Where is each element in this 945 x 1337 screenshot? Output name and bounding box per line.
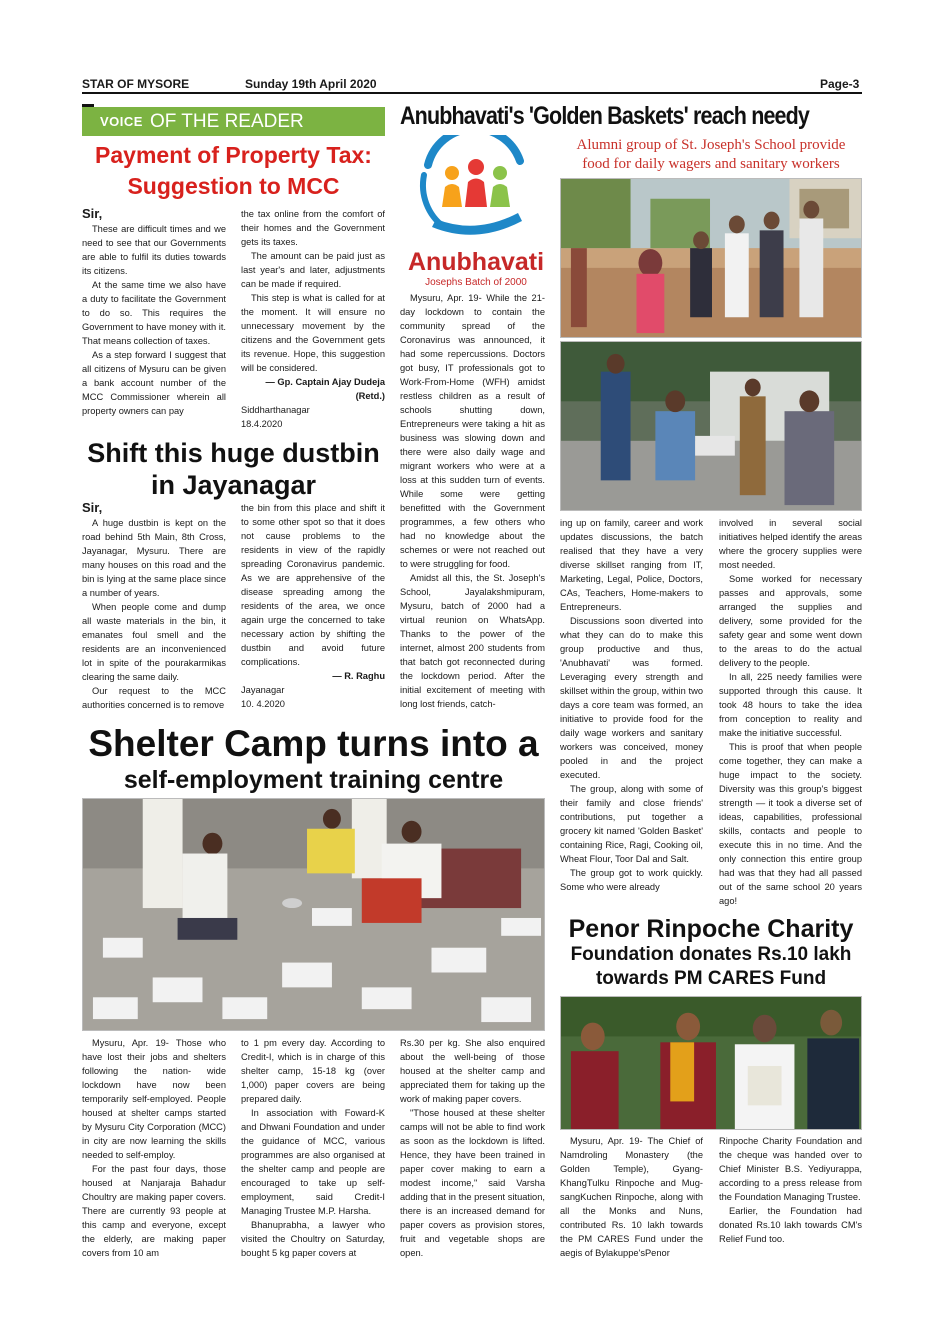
logo-name: Anubhavati (407, 248, 545, 276)
anubhavati-col1 (400, 291, 545, 711)
letter1-para: The amount can be paid just as last year's and later, adjustments can be made if required. (241, 251, 385, 289)
letter1-signature-rank: (Retd.) (355, 391, 385, 401)
letter1-para: This step is what is called for at the moment. It will ensure no unnecessary movement by the citizens and the Government gets its revenue. Hope, this suggestion will be considered. (241, 293, 385, 373)
letter1-col1 (82, 207, 226, 418)
letter2-headline (82, 437, 385, 501)
anubhavati-para: Amidst all this, the St. Joseph's School, Jayalakshmipuram, Mysuru, batch of 2000 had a virtual reunion on WhatsApp. Thanks to the power of the internet, almost 200 students from that batch got reconnected during the lockdown period. After the initial excitement of meeting with long lost friends, catch- (400, 573, 545, 709)
shelter-para: to 1 pm every day. According to Credit-I, which is in charge of this shelter camp, 15-18 kg (over 1,000) paper covers are being prepared daily. (241, 1038, 385, 1104)
logo-tagline: Josephs Batch of 2000 (425, 277, 527, 288)
letter1-col2 (241, 207, 385, 431)
masthead-rule (82, 92, 862, 94)
penor-col1 (560, 1134, 703, 1260)
anubhavati-subhead (560, 136, 862, 174)
penor-para: Rinpoche Charity Foundation and the cheque was handed over to Chief Minister B.S. Yediyurappa, according to a press release from the Foundation Managing Trustee. (719, 1136, 862, 1202)
shelter-para: In association with Foward-K and Dhwani Foundation and under the guidance of MCC, various programmes are also organised at the shelter camp and people are encouraged to take up self-employment, said Credit-I Managing Trustee M.P. Harsha. (241, 1108, 385, 1216)
banner-word-voice: VOICE (100, 114, 143, 129)
penor-headline: Penor Rinpoche Charity (568, 915, 854, 943)
shelter-subheadline: self-employment training centre (123, 766, 504, 794)
letter1-para: At the same time we also have a duty to facilitate the Government to do so. This requires the Government to have money with it. That means collection of taxes. (82, 280, 226, 346)
anubhavati-para: This is proof that when people come together, they can make a huge impact to the society. Diversity was this group's biggest strength — it took a diverse set of ideas, capabilities, professional skills, contacts and people to execute this in no time. And the only connection this entire group had was that they had all passed out of the same school 20 years ago! (719, 742, 862, 906)
anubhavati-photo-street (560, 178, 862, 338)
anubhavati-para: In all, 225 needy families were supported through this cause. It took 48 hours to take the idea from conception to reality and make the initiative successful. (719, 672, 862, 738)
anubhavati-para: Discussions soon diverted into what they can do to make this group productive and thus, 'Anubhavati' was formed. Leveraging every strength and skillset within the group, within two days a core team was formed, an initiative to provide food for the daily wage workers and sanitary workers was conceived, money pooled in and the project executed. (560, 616, 703, 780)
shelter-photo (82, 798, 545, 1031)
issue-date: Sunday 19th April 2020 (245, 77, 377, 91)
shelter-para: Mysuru, Apr. 19- Those who have lost their jobs and shelters following the nation- wide lockdown have now been temporarily self-employed. People housed at shelter camps started by Mysuru City Corporation (MCC) in city are now learning the skills needed to self-employ. (82, 1038, 226, 1160)
shelter-para: "Those housed at these shelter camps will not be able to find work as soon as the lockdown is lifted. Hence, they have been trained in paper cover making to earn a modest income," said Varsha adding that in the present situation, there is an increased demand for paper covers as provision stores, fruit and vegetable shops are open. (400, 1108, 545, 1258)
shelter-col2 (241, 1036, 385, 1260)
anubhavati-col3 (719, 516, 862, 908)
anubhavati-para: involved in several social initiatives helped identify the areas where the grocery supplies were most needed. (719, 518, 862, 570)
letter2-place: Jayanagar (241, 685, 285, 695)
penor-subheadline (560, 943, 862, 991)
letter1-headline (82, 140, 385, 202)
anubhavati-subhead-line2: food for daily wagers and sanitary workers (582, 156, 840, 172)
letter1-headline-line1: Payment of Property Tax: (95, 142, 372, 168)
shelter-para: Rs.30 per kg. She also enquired about the well-being of those housed at the shelter camp and appreciated them for taking up the work of making paper covers. (400, 1038, 545, 1104)
banner-word-of-the-reader: OF THE READER (149, 110, 304, 132)
letter1-date: 18.4.2020 (241, 419, 283, 429)
letter2-headline-line1: Shift this huge dustbin (87, 438, 380, 468)
voice-of-reader-banner (82, 107, 385, 136)
logo-people-icon (400, 135, 552, 243)
anubhavati-col2 (560, 516, 703, 894)
letter2-para: Our request to the MCC authorities concerned is to remove (82, 686, 226, 710)
letter1-para: the tax online from the comfort of their homes and the Government gets its taxes. (241, 209, 385, 247)
penor-para: Earlier, the Foundation had donated Rs.10 lakh towards CM's Relief Fund too. (719, 1206, 862, 1244)
anubhavati-para: Mysuru, Apr. 19- While the 21-day lockdown to contain the community spread of the Coronavirus was announced, it had some repercussions. Doctors got busy, IT professionals got to Work-From-Home (WFH) amidst restless children as a result of schools shutting down, Entrepreneurs were taking a hit as business was slowing down and there were also daily wage and migrant workers who were at a loss at this sudden turn of events. While some were getting benefitted with the Government programmes, a few others who had no knowledge about the schemes or were not reached out to were struggling for food. (400, 293, 545, 569)
anubhavati-para: The group got to work quickly. Some who were already (560, 868, 703, 892)
anubhavati-logo (400, 135, 552, 288)
letter1-para: As a step forward I suggest that all citizens of Mysuru can be given a bank account number of the MCC Commissioner wherein all property owners can pay (82, 350, 226, 416)
penor-photo (560, 996, 862, 1130)
letter2-salutation: Sir, (82, 500, 103, 515)
anubhavati-headline: Anubhavati's 'Golden Baskets' reach needy (400, 102, 810, 130)
anubhavati-para: The group, along with some of their family and close friends' contributions, put together a grocery kit named 'Golden Basket' containing Rice, Ragi, Cooking oil, Wheat Flour, Toor Dal and Salt. (560, 784, 703, 864)
letter1-signature: — Gp. Captain Ajay Dudeja (265, 377, 385, 387)
letter1-place: Siddharthanagar (241, 405, 310, 415)
page-number: Page-3 (820, 77, 860, 91)
letter1-para: These are difficult times and we need to see that our Governments are able to fulfil its duties towards its citizens. (82, 224, 226, 276)
anubhavati-para: Some worked for necessary passes and approvals, some arranged the supplies and delivery, some provided for the safety gear and some went down to the areas to do the actual delivery to the people. (719, 574, 862, 668)
anubhavati-subhead-line1: Alumni group of St. Joseph's School provide (576, 137, 846, 153)
shelter-para: Bhanuprabha, a lawyer who visited the Choultry on Saturday, bought 5 kg paper covers at (241, 1220, 385, 1258)
letter2-signature: — R. Raghu (332, 671, 385, 681)
penor-para: Mysuru, Apr. 19- The Chief of Namdroling Monastery (the Golden Temple), Gyang-KhangTulku Rinpoche and Mug-sangKuchen Rinpoche, along with all the Monks and Nuns, contributed Rs. 10 lakh towards the PM CARES Fund under the aegis of Bylakuppe'sPenor (560, 1136, 703, 1258)
letter2-headline-line2: in Jayanagar (150, 470, 317, 500)
letter2-para: the bin from this place and shift it to some other spot so that it does not cause problems to the residents in view of the rapidly spreading Coronavirus pandemic. As we are apprehensive of the disease spreading among the residents of the area, we once again urge the concerned to take necessary action by shifting the dustbin and avoid future complications. (241, 503, 385, 667)
shelter-col1 (82, 1036, 226, 1260)
penor-subheadline-line2: towards PM CARES Fund (595, 968, 827, 989)
penor-subheadline-line1: Foundation donates Rs.10 lakh (570, 944, 852, 965)
letter2-para: A huge dustbin is kept on the road behind 5th Main, 8th Cross, Jayanagar, Mysuru. There are many houses on this road and the bin is lying at the same place since a number of years. (82, 518, 226, 598)
shelter-headline: Shelter Camp turns into a (88, 723, 539, 764)
shelter-col3 (400, 1036, 545, 1260)
letter2-date: 10. 4.2020 (241, 699, 285, 709)
letter2-col1 (82, 501, 226, 712)
anubhavati-para: ing up on family, career and work updates discussions, the batch realised that they have a very diverse skillset ranging from IT, Marketing, Legal, Police, Doctors, CAs, Teachers, Home-makers to Entrepreneurs. (560, 518, 703, 612)
paper-name: STAR OF MYSORE (82, 77, 190, 91)
anubhavati-photo-handover (560, 341, 862, 511)
letter2-col2 (241, 501, 385, 711)
letter2-para: When people come and dump all waste materials in the bin, it emanates foul smell and the residents are an inconvenienced lot in spite of the pourakarmikas clearing the same daily. (82, 602, 226, 682)
letter1-salutation: Sir, (82, 206, 103, 221)
shelter-para: For the past four days, those housed at Nanjaraja Bahadur Choultry are making paper covers. There are currently 93 people at this camp and everyone, except the elderly, are making paper covers from 10 am (82, 1164, 226, 1258)
penor-col2 (719, 1134, 862, 1246)
letter1-headline-line2: Suggestion to MCC (127, 173, 340, 199)
